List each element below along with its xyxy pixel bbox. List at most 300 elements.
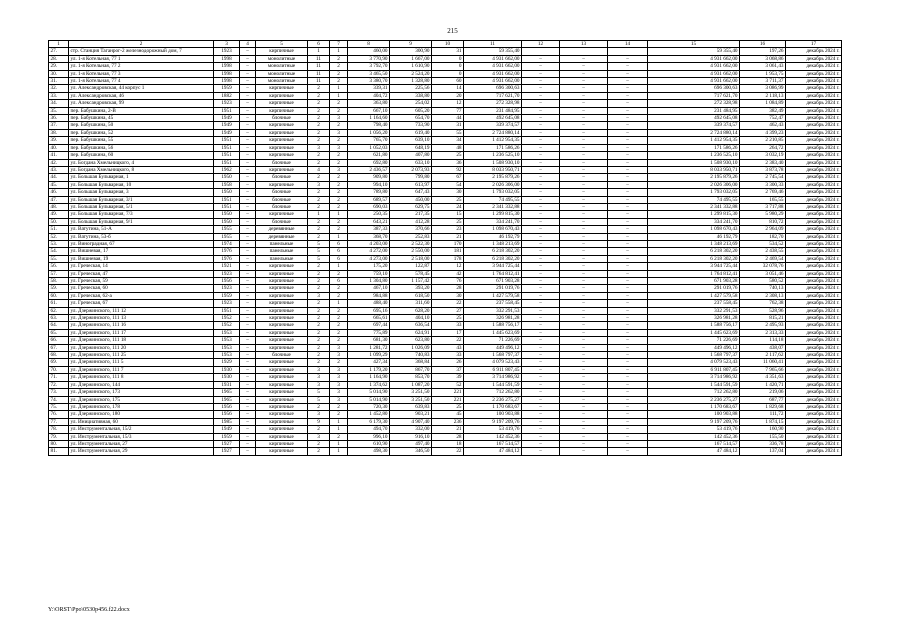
table-row (49, 440, 842, 447)
table-cell: 41. (49, 152, 69, 159)
table-cell: – (522, 181, 560, 188)
table-cell: ул. Александровская, 99 (69, 100, 214, 107)
table-cell: – (240, 122, 256, 129)
table-cell: ул. Большая Бульварная, 7/3 (69, 211, 214, 218)
table-cell: 27. (49, 48, 69, 55)
table-cell: 798,40 (348, 122, 390, 129)
table-cell: 1950 (214, 174, 240, 181)
table-cell: – (240, 352, 256, 359)
table-cell: 4 931 662,00 (464, 78, 522, 85)
table-cell: – (608, 181, 648, 188)
table-row (49, 403, 842, 410)
table-cell: 2 (308, 300, 330, 307)
table-cell: 1962 (214, 166, 240, 173)
table-cell: – (522, 70, 560, 77)
table-cell: 2 (330, 270, 348, 277)
table-cell: 25 (432, 403, 464, 410)
table-cell: ул. Вишневая, 19 (69, 255, 214, 262)
table-cell: – (240, 255, 256, 262)
table-cell: 67 (432, 174, 464, 181)
table-cell: – (240, 270, 256, 277)
table-cell: 3 051,46 (740, 270, 786, 277)
table-cell: 11 (308, 70, 330, 77)
table-cell: 2 026 306,00 (464, 181, 522, 188)
table-cell: кирпичные (256, 300, 308, 307)
table-cell: ул. Дзержинского, 111 17 (69, 329, 214, 336)
table-row (49, 181, 842, 188)
table-cell: 2 341 332,88 (648, 203, 740, 210)
table-cell: кирпичные (256, 152, 308, 159)
table-cell: – (560, 418, 608, 425)
table-cell: 11 (308, 63, 330, 70)
table-cell: 1 056,20 (348, 129, 390, 136)
table-cell: 671 903,28 (464, 278, 522, 285)
column-header: 16 (740, 41, 786, 48)
table-cell: 55 (432, 129, 464, 136)
table-cell: 2 (330, 315, 348, 322)
table-cell: 68. (49, 352, 69, 359)
table-cell: 2 (330, 189, 348, 196)
table-cell: ул. Инструментальная, 27 (69, 440, 214, 447)
table-cell: 667,10 (348, 107, 390, 114)
table-cell: 628,20 (390, 307, 432, 314)
table-cell: 311,60 (390, 300, 432, 307)
table-cell: 26 (432, 359, 464, 366)
table-cell: ул. Дзержинского, 111 7 (69, 366, 214, 373)
table-row (49, 263, 842, 270)
table-cell: деревянные (256, 233, 308, 240)
table-cell: 100 903,88 (648, 411, 740, 418)
table-cell: – (560, 137, 608, 144)
table-cell: 62. (49, 307, 69, 314)
table-cell: 250,35 (348, 211, 390, 218)
table-cell: – (240, 211, 256, 218)
table-cell: 1 588 756,17 (648, 322, 740, 329)
table-cell: – (560, 411, 608, 418)
table-cell: деревянные (256, 226, 308, 233)
table-cell: 1951 (214, 196, 240, 203)
table-cell: декабрь 2024 г. (786, 381, 842, 388)
table-cell: – (240, 448, 256, 455)
table-cell: – (240, 78, 256, 85)
table-cell: 165,55 (740, 196, 786, 203)
table-cell: – (522, 122, 560, 129)
table-row (49, 226, 842, 233)
table-cell: 63. (49, 315, 69, 322)
table-cell: ул. Греческая, 67 (69, 300, 214, 307)
table-cell: декабрь 2024 г. (786, 218, 842, 225)
table-row (49, 211, 842, 218)
table-cell: ул. Дзержинского, 111 8 (69, 374, 214, 381)
table-cell: 1 164,90 (348, 374, 390, 381)
table-cell: блочные (256, 189, 308, 196)
table-cell: 2 (330, 337, 348, 344)
table-cell: 59 355,40 (464, 48, 522, 55)
table-cell: 160,90 (740, 426, 786, 433)
table-cell: 65. (49, 329, 69, 336)
table-cell: – (560, 255, 608, 262)
table-cell: 4 399,23 (740, 129, 786, 136)
table-row (49, 344, 842, 351)
table-cell: ул. Дзержинского, 178 (69, 403, 214, 410)
table-cell: 1923 (214, 270, 240, 277)
table-cell: 1931 (214, 381, 240, 388)
table-cell: – (608, 285, 648, 292)
table-cell: 815,21 (740, 315, 786, 322)
table-cell: кирпичные (256, 85, 308, 92)
table-cell: 3 (308, 433, 330, 440)
table-cell: ул. Дзержинского, 175 (69, 396, 214, 403)
table-cell: кирпичные (256, 440, 308, 447)
table-row (49, 315, 842, 322)
table-cell: 605,20 (390, 107, 432, 114)
table-cell: 765,70 (348, 137, 390, 144)
table-row (49, 92, 842, 99)
table-cell: 2 (330, 55, 348, 62)
table-cell: 1951 (214, 203, 240, 210)
table-cell: 4 931 662,00 (648, 63, 740, 70)
table-cell: 1927 (214, 448, 240, 455)
table-cell: пер. Бабушкина, 56 (69, 144, 214, 151)
table-cell: 4 351,63 (740, 374, 786, 381)
table-cell: 272 328,98 (648, 100, 740, 107)
table-cell: – (522, 315, 560, 322)
table-cell: – (522, 344, 560, 351)
table-cell: 2 (330, 137, 348, 144)
table-cell: 66. (49, 337, 69, 344)
table-cell: 11 (308, 55, 330, 62)
table-cell: 1974 (214, 240, 240, 247)
table-cell: пер. Бабушкина, 50 (69, 122, 214, 129)
table-row (49, 129, 842, 136)
table-cell: ул. Богдана Хмельницкого, 4 (69, 159, 214, 166)
table-cell: – (240, 322, 256, 329)
table-row (49, 300, 842, 307)
table-cell: 5 014,90 (348, 389, 390, 396)
table-cell: – (608, 240, 648, 247)
table-cell: 6 218 302,20 (648, 248, 740, 255)
table-cell: декабрь 2024 г. (786, 307, 842, 314)
table-cell: кирпичные (256, 411, 308, 418)
table-cell: 2 (308, 403, 330, 410)
table-cell: 2 495,93 (740, 322, 786, 329)
table-cell: 3 (330, 344, 348, 351)
table-cell: 4 931 662,00 (648, 55, 740, 62)
table-cell: 2 (308, 278, 330, 285)
table-cell: – (608, 100, 648, 107)
table-cell: 3 714 986,92 (648, 374, 740, 381)
table-row (49, 426, 842, 433)
table-cell: декабрь 2024 г. (786, 240, 842, 247)
table-cell: – (240, 129, 256, 136)
table-cell: ул. Дзержинского, 180 (69, 411, 214, 418)
table-cell: 1 445 623,69 (464, 329, 522, 336)
table-cell: 1950 (214, 211, 240, 218)
table-cell: – (560, 55, 608, 62)
table-cell: декабрь 2024 г. (786, 300, 842, 307)
table-cell: – (608, 92, 648, 99)
table-cell: – (522, 322, 560, 329)
table-cell: 2 236 275,27 (648, 396, 740, 403)
table-cell: 326 981,28 (464, 315, 522, 322)
table-cell: – (240, 218, 256, 225)
table-cell: – (608, 233, 648, 240)
table-cell: 49. (49, 211, 69, 218)
table-cell: ул. 1-я Котельная, 77 2 (69, 63, 214, 70)
table-cell: 618,50 (390, 292, 432, 299)
table-cell: – (608, 381, 648, 388)
table-cell: 9 197 209,76 (648, 418, 740, 425)
table-cell: 11 (308, 78, 330, 85)
table-cell: 1 (330, 300, 348, 307)
table-row (49, 78, 842, 85)
table-cell: – (522, 366, 560, 373)
table-cell: 619,40 (390, 129, 432, 136)
table-cell: – (608, 315, 648, 322)
table-cell: 2 (330, 292, 348, 299)
table-cell: декабрь 2024 г. (786, 211, 842, 218)
table-cell: 3 770,90 (348, 55, 390, 62)
table-cell: кирпичные (256, 315, 308, 322)
table-cell: 3 (308, 292, 330, 299)
table-cell: – (240, 55, 256, 62)
table-cell: 54 (432, 181, 464, 188)
table-cell: 36 (432, 159, 464, 166)
table-cell: 58. (49, 278, 69, 285)
table-cell: – (560, 70, 608, 77)
table-cell: 1 299 815,30 (648, 211, 740, 218)
table-cell: – (608, 174, 648, 181)
table-cell: 5 (308, 240, 330, 247)
table-cell: – (240, 403, 256, 410)
table-cell: – (240, 115, 256, 122)
table-row (49, 359, 842, 366)
table-cell: ул. Александровская, 44 корпус 1 (69, 85, 214, 92)
table-cell: пер. Бабушкина, 55 (69, 137, 214, 144)
table-cell: 44. (49, 174, 69, 181)
table-cell: 219,06 (740, 389, 786, 396)
table-cell: 1951 (214, 159, 240, 166)
table-cell: декабрь 2024 г. (786, 292, 842, 299)
table-row (49, 307, 842, 314)
table-cell: 1 568 797,37 (464, 352, 522, 359)
table-cell: декабрь 2024 г. (786, 329, 842, 336)
table-cell: 291 019,76 (648, 285, 740, 292)
table-cell: кирпичные (256, 322, 308, 329)
table-cell: – (560, 218, 608, 225)
table-cell: кирпичные (256, 211, 308, 218)
table-cell: – (560, 100, 608, 107)
table-cell: – (522, 92, 560, 99)
table-cell: – (560, 278, 608, 285)
table-cell: 1 348 213,69 (648, 240, 740, 247)
table-row (49, 366, 842, 373)
table-cell: – (608, 63, 648, 70)
table-cell: декабрь 2024 г. (786, 433, 842, 440)
table-cell: 1 (330, 426, 348, 433)
table-cell: – (240, 226, 256, 233)
register-table (48, 40, 842, 456)
table-cell: 2 (330, 174, 348, 181)
table-cell: 1 087,20 (390, 381, 432, 388)
table-cell: 170 (432, 240, 464, 247)
table-cell: декабрь 2024 г. (786, 322, 842, 329)
table-cell: кирпичные (256, 181, 308, 188)
table-cell: 1 157,42 (390, 278, 432, 285)
table-cell: – (522, 403, 560, 410)
table-cell: 4 931 662,00 (648, 70, 740, 77)
table-cell: 74 495,55 (464, 196, 522, 203)
table-cell: – (522, 166, 560, 173)
table-cell: 2 (330, 226, 348, 233)
table-cell: – (522, 63, 560, 70)
table-cell: декабрь 2024 г. (786, 48, 842, 55)
table-cell: 2 522,30 (390, 240, 432, 247)
table-row (49, 240, 842, 247)
table-cell: – (522, 433, 560, 440)
table-cell: – (240, 307, 256, 314)
table-cell: монолитные (256, 70, 308, 77)
table-cell: – (560, 307, 608, 314)
table-cell: – (240, 315, 256, 322)
table-cell: 47 484,12 (648, 448, 740, 455)
table-cell: 37 (432, 366, 464, 373)
table-cell: ул. Дзержинского, 111 5 (69, 359, 214, 366)
table-cell: блочные (256, 174, 308, 181)
table-cell: 460,00 (348, 48, 390, 55)
table-cell: 25 (432, 152, 464, 159)
table-cell: кирпичные (256, 381, 308, 388)
table-cell: – (522, 144, 560, 151)
table-cell: 0 (432, 70, 464, 77)
table-cell: ул. Дзержинского, 173 (69, 389, 214, 396)
table-cell: 2 469,54 (740, 255, 786, 262)
table-cell: 2 (330, 159, 348, 166)
table-cell: – (608, 203, 648, 210)
table-cell: 1 420,71 (740, 381, 786, 388)
table-cell: 332 291,53 (464, 307, 522, 314)
table-row (49, 248, 842, 255)
table-cell: декабрь 2024 г. (786, 278, 842, 285)
table-cell: 2 550,00 (390, 248, 432, 255)
table-row (49, 85, 842, 92)
table-cell: 2 (308, 159, 330, 166)
table-cell: 2 073,93 (390, 166, 432, 173)
table-cell: 2 (308, 203, 330, 210)
table-cell: блочные (256, 159, 308, 166)
table-cell: 1951 (214, 144, 240, 151)
table-cell: 462,43 (740, 122, 786, 129)
table-cell: – (240, 240, 256, 247)
table-cell: 1 099,29 (348, 352, 390, 359)
table-cell: 1 793 032,05 (648, 189, 740, 196)
table-cell: – (522, 248, 560, 255)
table-cell: 3 068,86 (740, 55, 786, 62)
table-cell: – (240, 248, 256, 255)
table-cell: 534,52 (740, 240, 786, 247)
table-cell: 393,20 (390, 285, 432, 292)
table-cell: – (608, 78, 648, 85)
table-cell: 695,16 (348, 307, 390, 314)
table-cell: декабрь 2024 г. (786, 78, 842, 85)
table-cell: – (560, 107, 608, 114)
table-cell: 2 (308, 137, 330, 144)
table-cell: – (608, 55, 648, 62)
table-cell: 1 179,20 (348, 366, 390, 373)
table-cell: 1930 (214, 366, 240, 373)
table-cell: блочные (256, 196, 308, 203)
table-cell: 2 (308, 329, 330, 336)
table-cell: – (560, 63, 608, 70)
table-cell: – (522, 100, 560, 107)
table-cell: 2 (308, 122, 330, 129)
table-cell: 12 (432, 100, 464, 107)
table-cell: 2 (330, 329, 348, 336)
table-cell: 1 026,09 (390, 344, 432, 351)
table-cell: – (560, 337, 608, 344)
table-cell: 712 262,80 (464, 389, 522, 396)
table-cell: 21 (432, 426, 464, 433)
table-cell: 50. (49, 218, 69, 225)
table-cell: 1959 (214, 292, 240, 299)
table-cell: 2 (308, 270, 330, 277)
table-cell: 75. (49, 403, 69, 410)
table-cell: 2 (308, 448, 330, 455)
table-cell: 404,72 (348, 92, 390, 99)
table-cell: 171 586,26 (648, 144, 740, 151)
table-cell: – (560, 285, 608, 292)
table-cell: 3 792,70 (348, 63, 390, 70)
table-cell: – (608, 389, 648, 396)
table-cell: – (560, 166, 608, 173)
table-cell: – (522, 329, 560, 336)
table-cell: – (522, 240, 560, 247)
table-cell: 404,10 (390, 315, 432, 322)
table-cell: 3 944 725,44 (464, 263, 522, 270)
table-row (49, 322, 842, 329)
table-cell: 3 (330, 374, 348, 381)
table-cell: 578,45 (390, 270, 432, 277)
table-cell: декабрь 2024 г. (786, 196, 842, 203)
table-cell: 43 (432, 344, 464, 351)
table-cell: 1976 (214, 248, 240, 255)
table-cell: 2 964,09 (740, 226, 786, 233)
table-cell: 1 667,00 (390, 55, 432, 62)
table-cell: 27 (432, 307, 464, 314)
table-cell: 221 (432, 389, 464, 396)
table-row (49, 70, 842, 77)
table-cell: – (560, 366, 608, 373)
table-cell: 77 (432, 107, 464, 114)
table-cell: 1 427 579,58 (648, 292, 740, 299)
table-cell: 497,40 (390, 440, 432, 447)
table-cell: – (240, 329, 256, 336)
table-cell: 2 (308, 107, 330, 114)
table-cell: 2 (308, 92, 330, 99)
table-cell: 197,26 (740, 48, 786, 55)
table-cell: – (240, 166, 256, 173)
table-row (49, 329, 842, 336)
table-cell: 3 (330, 129, 348, 136)
table-cell: 73. (49, 389, 69, 396)
table-cell: 3 (330, 166, 348, 173)
table-cell: – (560, 240, 608, 247)
table-row (49, 152, 842, 159)
table-cell: 2 724 880,14 (464, 129, 522, 136)
table-cell: 32. (49, 85, 69, 92)
table-cell: ул. Виноградная, 67 (69, 240, 214, 247)
table-row (49, 137, 842, 144)
